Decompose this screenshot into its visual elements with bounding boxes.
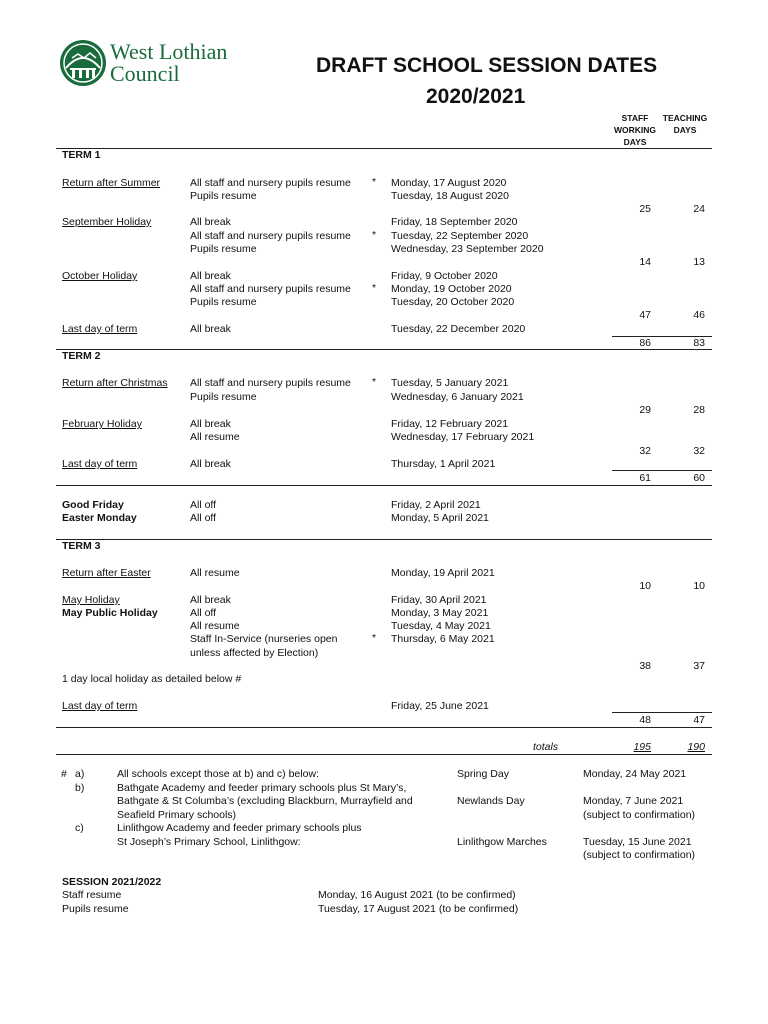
desc: All resume [190, 567, 240, 579]
staff-days: 25 [639, 203, 651, 215]
date: Friday, 12 February 2021 [391, 418, 509, 430]
term2-last-day-label: Last day of term [62, 458, 138, 470]
desc: All break [190, 216, 231, 228]
divider [56, 349, 712, 350]
council-crest-icon [58, 38, 108, 88]
date: Monday, 17 August 2020 [391, 177, 507, 189]
date: Monday, 3 May 2021 [391, 607, 489, 619]
date: Wednesday, 6 January 2021 [391, 391, 524, 403]
desc: All resume [190, 431, 240, 443]
note-b-date: Monday, 7 June 2021 [583, 795, 684, 807]
note-b-key: b) [75, 782, 85, 794]
date: Friday, 9 October 2020 [391, 270, 498, 282]
divider [56, 148, 712, 149]
desc: unless affected by Election) [190, 647, 319, 659]
date: Monday, 19 October 2020 [391, 283, 512, 295]
desc: Pupils resume [190, 391, 257, 403]
local-holiday-note: 1 day local holiday as detailed below # [62, 673, 242, 685]
term3-last-day-label: Last day of term [62, 700, 138, 712]
date: Tuesday, 5 January 2021 [391, 377, 509, 389]
desc: All break [190, 418, 231, 430]
date: Friday, 25 June 2021 [391, 700, 489, 712]
staff-subtotal: 86 [639, 337, 651, 349]
asterisk: * [372, 376, 377, 388]
date: Tuesday, 18 August 2020 [391, 190, 509, 202]
term3-may-public-holiday-label: May Public Holiday [62, 607, 158, 619]
term3-return-label: Return after Easter [62, 567, 151, 579]
divider [56, 727, 712, 728]
teaching-days: 37 [693, 660, 705, 672]
date: Wednesday, 23 September 2020 [391, 243, 544, 255]
note-a-text: All schools except those at b) and c) below: [117, 768, 319, 780]
asterisk: * [372, 282, 377, 294]
divider [56, 754, 712, 755]
asterisk: * [372, 176, 377, 188]
term2-heading: TERM 2 [62, 350, 101, 362]
teaching-days: 10 [693, 580, 705, 592]
desc: All off [190, 607, 217, 619]
staff-days: 47 [639, 309, 651, 321]
date: Tuesday, 4 May 2021 [391, 620, 491, 632]
term1-october-label: October Holiday [62, 270, 138, 282]
note-c-text: Linlithgow Academy and feeder primary schools plus [117, 822, 362, 834]
teaching-subtotal: 60 [693, 472, 705, 484]
notes-hash: # [61, 768, 67, 780]
staff-days: 14 [639, 256, 651, 268]
divider [56, 539, 712, 540]
col-header-staff: STAFF WORKING DAYS [613, 113, 657, 147]
date: Thursday, 1 April 2021 [391, 458, 496, 470]
staff-days: 10 [639, 580, 651, 592]
desc: All resume [190, 620, 240, 632]
teaching-subtotal: 47 [693, 714, 705, 726]
note-c-date: Tuesday, 15 June 2021 [583, 836, 692, 848]
date: Monday, 19 April 2021 [391, 567, 495, 579]
term1-september-label: September Holiday [62, 216, 152, 228]
note-b-text: Bathgate Academy and feeder primary schools plus St Mary’s, [117, 782, 407, 794]
staff-days: 29 [639, 404, 651, 416]
note-a-date: Monday, 24 May 2021 [583, 768, 687, 780]
staff-subtotal: 48 [639, 714, 651, 726]
staff-days: 32 [639, 445, 651, 457]
teaching-days: 13 [693, 256, 705, 268]
asterisk: * [372, 229, 377, 241]
note-c-key: c) [75, 822, 84, 834]
desc: Pupils resume [190, 190, 257, 202]
asterisk: * [372, 632, 377, 644]
teaching-subtotal: 83 [693, 337, 705, 349]
term1-last-day-label: Last day of term [62, 323, 138, 335]
subtotal-divider [612, 470, 712, 471]
desc: All break [190, 270, 231, 282]
desc: All off [190, 499, 217, 511]
totals-label: totals [533, 741, 559, 753]
page-subtitle: 2020/2021 [426, 85, 526, 108]
term3-may-holiday-label: May Holiday [62, 594, 120, 606]
logo-line-1: West Lothian [110, 39, 228, 64]
desc: All break [190, 323, 231, 335]
date: Tuesday, 22 December 2020 [391, 323, 526, 335]
note-b-text: Bathgate & St Columba’s (excluding Blackburn, Murrayfield and [117, 795, 413, 807]
note-b-date-note: (subject to confirmation) [583, 809, 696, 821]
col-header-teaching: TEACHING DAYS [662, 113, 708, 135]
date: Wednesday, 17 February 2021 [391, 431, 535, 443]
term3-heading: TERM 3 [62, 540, 101, 552]
note-c-text: St Joseph’s Primary School, Linlithgow: [117, 836, 301, 848]
session-pupils-date: Tuesday, 17 August 2021 (to be confirmed) [318, 903, 519, 915]
teaching-days: 46 [693, 309, 705, 321]
teaching-days: 24 [693, 203, 705, 215]
term2-return-label: Return after Christmas [62, 377, 168, 389]
desc: All off [190, 512, 217, 524]
desc: Pupils resume [190, 243, 257, 255]
subtotal-divider [612, 712, 712, 713]
session-pupils-label: Pupils resume [62, 903, 129, 915]
date: Friday, 30 April 2021 [391, 594, 487, 606]
staff-total: 195 [633, 741, 651, 753]
term1-heading: TERM 1 [62, 149, 101, 161]
page-title: DRAFT SCHOOL SESSION DATES [316, 54, 658, 77]
date: Tuesday, 20 October 2020 [391, 296, 515, 308]
teaching-total: 190 [687, 741, 705, 753]
desc: All break [190, 458, 231, 470]
teaching-days: 28 [693, 404, 705, 416]
easter-monday-label: Easter Monday [62, 512, 137, 524]
note-b-event: Newlands Day [457, 795, 525, 807]
desc: Pupils resume [190, 296, 257, 308]
term2-february-label: February Holiday [62, 418, 142, 430]
date: Thursday, 6 May 2021 [391, 633, 495, 645]
term1-return-label: Return after Summer [62, 177, 161, 189]
desc: All staff and nursery pupils resume [190, 177, 351, 189]
note-a-key: a) [75, 768, 85, 780]
date: Tuesday, 22 September 2020 [391, 230, 529, 242]
note-c-date-note: (subject to confirmation) [583, 849, 696, 861]
divider [56, 485, 712, 486]
desc: All staff and nursery pupils resume [190, 230, 351, 242]
staff-subtotal: 61 [639, 472, 651, 484]
teaching-days: 32 [693, 445, 705, 457]
session-staff-date: Monday, 16 August 2021 (to be confirmed) [318, 889, 516, 901]
date: Monday, 5 April 2021 [391, 512, 489, 524]
note-b-text: Seafield Primary schools) [117, 809, 237, 821]
desc: All staff and nursery pupils resume [190, 377, 351, 389]
session-heading: SESSION 2021/2022 [62, 876, 162, 888]
good-friday-label: Good Friday [62, 499, 124, 511]
session-staff-label: Staff resume [62, 889, 122, 901]
note-a-event: Spring Day [457, 768, 509, 780]
desc: All staff and nursery pupils resume [190, 283, 351, 295]
logo-line-2: Council [110, 61, 180, 86]
staff-days: 38 [639, 660, 651, 672]
note-c-event: Linlithgow Marches [457, 836, 547, 848]
desc: Staff In-Service (nurseries open [190, 633, 338, 645]
desc: All break [190, 594, 231, 606]
date: Friday, 18 September 2020 [391, 216, 518, 228]
council-logo [58, 38, 248, 88]
date: Friday, 2 April 2021 [391, 499, 481, 511]
